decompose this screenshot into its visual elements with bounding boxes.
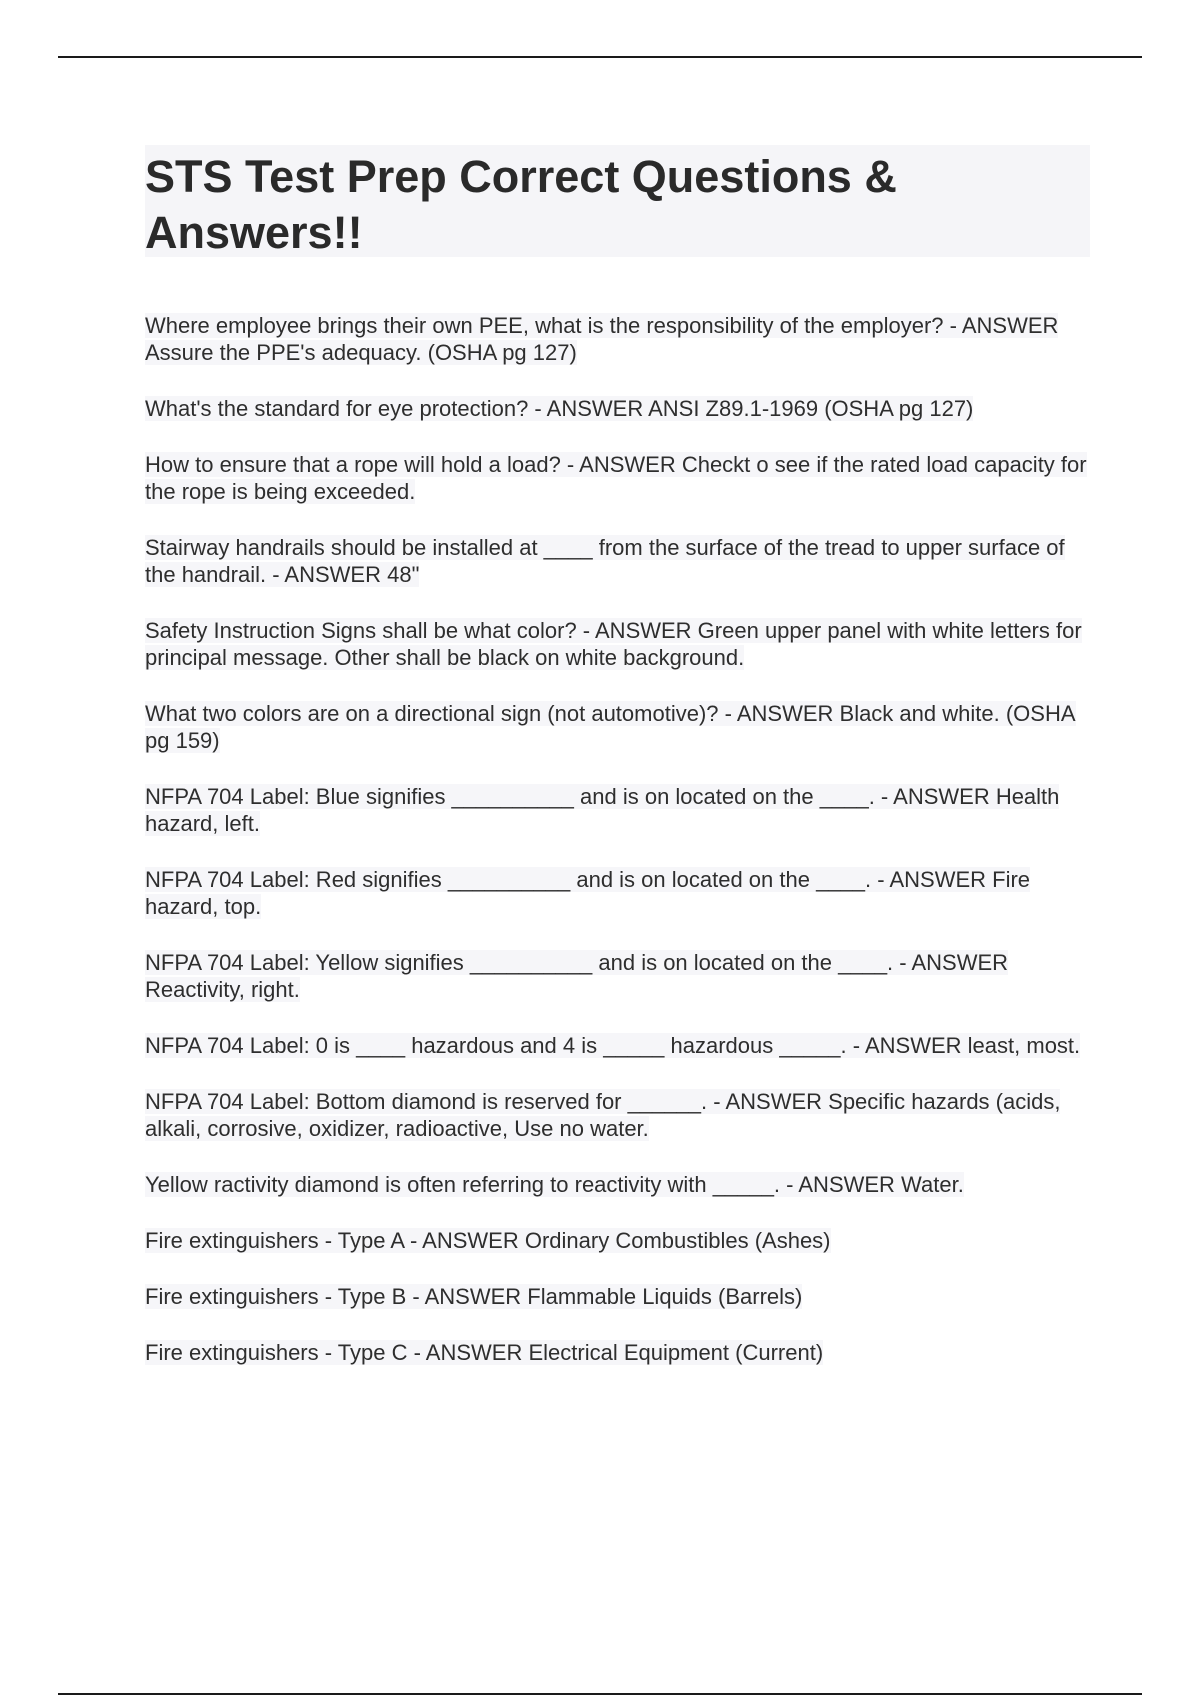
qa-item [145,949,1090,1003]
qa-item-text: Safety Instruction Signs shall be what color? - ANSWER Green upper panel with white letters for principal message. Other shall be black on white background. [145,618,1082,670]
qa-item-text: NFPA 704 Label: Red signifies __________ and is on located on the ____. - ANSWER Fire hazard, top. [145,867,1031,919]
qa-item-text: Stairway handrails should be installed at ____ from the surface of the tread to upper surface of the handrail. - ANSWER 48" [145,535,1065,587]
document-body [145,145,1090,1395]
header-rule [58,56,1142,58]
qa-item [145,783,1090,837]
qa-item [145,1032,1090,1059]
qa-item-text: Where employee brings their own PEE, what is the responsibility of the employer? - ANSWER Assure the PPE's adequacy. (OSHA pg 127) [145,313,1059,365]
qa-item [145,1227,1090,1254]
qa-item-text: Fire extinguishers - Type A - ANSWER Ordinary Combustibles (Ashes) [145,1228,831,1253]
qa-item-text: Yellow ractivity diamond is often referring to reactivity with _____. - ANSWER Water. [145,1172,964,1197]
qa-item [145,617,1090,671]
qa-item [145,1283,1090,1310]
qa-item [145,312,1090,366]
qa-item [145,534,1090,588]
qa-item-text: What's the standard for eye protection? - ANSWER ANSI Z89.1-1969 (OSHA pg 127) [145,396,974,421]
qa-item-text: NFPA 704 Label: 0 is ____ hazardous and 4 is _____ hazardous _____. - ANSWER least, most. [145,1033,1081,1058]
qa-item-text: NFPA 704 Label: Blue signifies __________ and is on located on the ____. - ANSWER Health hazard, left. [145,784,1060,836]
qa-item [145,1339,1090,1366]
qa-list [145,312,1090,1366]
qa-item [145,866,1090,920]
qa-item [145,700,1090,754]
qa-item-text: What two colors are on a directional sign (not automotive)? - ANSWER Black and white. (OSHA pg 159) [145,701,1076,753]
qa-item-text: How to ensure that a rope will hold a load? - ANSWER Checkt o see if the rated load capacity for the rope is being exceeded. [145,452,1087,504]
qa-item-text: NFPA 704 Label: Bottom diamond is reserved for ______. - ANSWER Specific hazards (acids, alkali, corrosive, oxidizer, radioactive, Use no water. [145,1089,1061,1141]
title-block [145,145,1090,257]
qa-item [145,451,1090,505]
qa-item-text: Fire extinguishers - Type C - ANSWER Electrical Equipment (Current) [145,1340,824,1365]
footer-rule [58,1693,1142,1695]
qa-item-text: NFPA 704 Label: Yellow signifies __________ and is on located on the ____. - ANSWER Reactivity, right. [145,950,1009,1002]
qa-item [145,395,1090,422]
page-title: STS Test Prep Correct Questions & Answers!! [145,151,897,258]
qa-item [145,1171,1090,1198]
qa-item [145,1088,1090,1142]
qa-item-text: Fire extinguishers - Type B - ANSWER Flammable Liquids (Barrels) [145,1284,803,1309]
